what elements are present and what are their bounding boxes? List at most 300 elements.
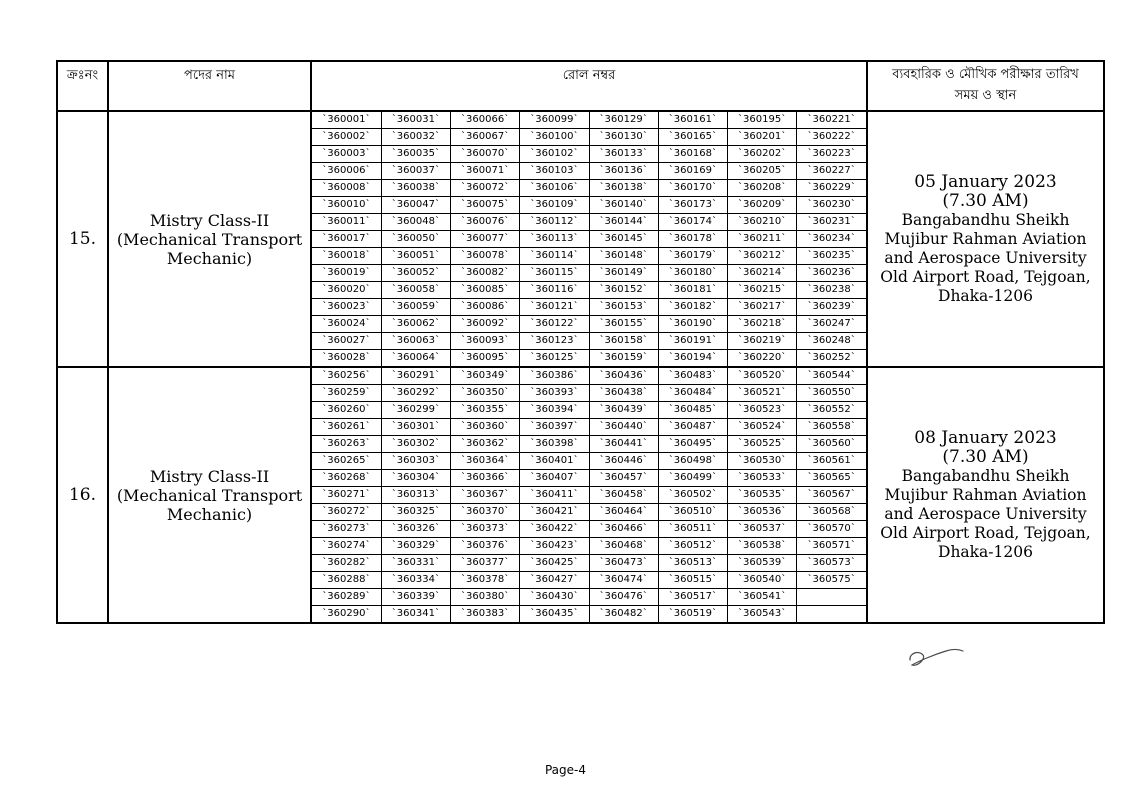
- roll-number: `360439`: [589, 402, 658, 419]
- roll-number: `360422`: [520, 521, 589, 538]
- roll-number: `360536`: [728, 504, 797, 521]
- venue-line: Mujibur Rahman Aviation: [884, 229, 1087, 248]
- roll-number: `360001`: [312, 112, 381, 129]
- serial-number: 15.: [57, 111, 108, 367]
- roll-number: `360571`: [797, 538, 866, 555]
- roll-number: `360301`: [381, 419, 450, 436]
- roll-number: `360035`: [381, 146, 450, 163]
- roll-number: `360560`: [797, 436, 866, 453]
- roll-number: `360031`: [381, 112, 450, 129]
- roll-number-row: [312, 436, 866, 453]
- roll-number: `360524`: [728, 419, 797, 436]
- roll-number: `360063`: [381, 333, 450, 350]
- roll-number: `360095`: [451, 350, 520, 367]
- roll-number: `360038`: [381, 180, 450, 197]
- roll-number-row: [312, 521, 866, 538]
- roll-number-row: [312, 402, 866, 419]
- roll-number: `360100`: [520, 129, 589, 146]
- roll-number: `360114`: [520, 248, 589, 265]
- roll-number: `360261`: [312, 419, 381, 436]
- roll-number: `360159`: [589, 350, 658, 367]
- roll-number: `360299`: [381, 402, 450, 419]
- roll-number: `360125`: [520, 350, 589, 367]
- exam-date-header-line2: সময় ও স্থান: [954, 88, 1017, 103]
- roll-number-header: রোল নম্বর: [311, 61, 867, 111]
- roll-number: `360510`: [658, 504, 727, 521]
- roll-number: `360102`: [520, 146, 589, 163]
- roll-number: `360180`: [658, 265, 727, 282]
- roll-number: `360002`: [312, 129, 381, 146]
- venue-line: Dhaka-1206: [938, 286, 1033, 305]
- roll-number: `360370`: [451, 504, 520, 521]
- roll-number: `360567`: [797, 487, 866, 504]
- roll-number: `360169`: [658, 163, 727, 180]
- roll-number: `360178`: [658, 231, 727, 248]
- roll-number: `360161`: [658, 112, 727, 129]
- roll-number: `360085`: [451, 282, 520, 299]
- roll-number: `360219`: [728, 333, 797, 350]
- roll-number: `360519`: [658, 606, 727, 623]
- roll-number-row: [312, 504, 866, 521]
- roll-number: `360565`: [797, 470, 866, 487]
- roll-number: `360064`: [381, 350, 450, 367]
- roll-number: `360331`: [381, 555, 450, 572]
- roll-number: `360525`: [728, 436, 797, 453]
- roll-number: `360067`: [451, 129, 520, 146]
- roll-number-row: [312, 248, 866, 265]
- roll-numbers-cell: [311, 367, 867, 623]
- roll-number: `360032`: [381, 129, 450, 146]
- roll-number: `360252`: [797, 350, 866, 367]
- roll-number: `360170`: [658, 180, 727, 197]
- roll-number: `360435`: [520, 606, 589, 623]
- roll-number: `360291`: [381, 368, 450, 385]
- roll-number-row: [312, 606, 866, 623]
- roll-number: `360195`: [728, 112, 797, 129]
- roll-number: `360130`: [589, 129, 658, 146]
- roll-number: `360302`: [381, 436, 450, 453]
- roll-number-row: [312, 112, 866, 129]
- roll-number: `360350`: [451, 385, 520, 402]
- roll-number: `360165`: [658, 129, 727, 146]
- serial-number: 16.: [57, 367, 108, 623]
- roll-number: `360440`: [589, 419, 658, 436]
- roll-number: `360008`: [312, 180, 381, 197]
- roll-number: `360121`: [520, 299, 589, 316]
- roll-number: `360103`: [520, 163, 589, 180]
- roll-number: `360179`: [658, 248, 727, 265]
- roll-number: `360498`: [658, 453, 727, 470]
- roll-number: `360464`: [589, 504, 658, 521]
- roll-number: `360149`: [589, 265, 658, 282]
- roll-number-row: [312, 572, 866, 589]
- roll-number-row: [312, 555, 866, 572]
- roll-number: `360220`: [728, 350, 797, 367]
- roll-number: `360561`: [797, 453, 866, 470]
- post-name-line: Mechanic): [166, 504, 253, 524]
- roll-number: `360282`: [312, 555, 381, 572]
- roll-number: `360221`: [797, 112, 866, 129]
- roll-number: `360521`: [728, 385, 797, 402]
- roll-number: `360366`: [451, 470, 520, 487]
- roll-number: `360168`: [658, 146, 727, 163]
- roll-number: `360144`: [589, 214, 658, 231]
- roll-number: `360273`: [312, 521, 381, 538]
- roll-number: `360326`: [381, 521, 450, 538]
- roll-number: `360148`: [589, 248, 658, 265]
- roll-number: `360122`: [520, 316, 589, 333]
- roll-number: `360538`: [728, 538, 797, 555]
- roll-number: `360360`: [451, 419, 520, 436]
- roll-number: `360214`: [728, 265, 797, 282]
- roll-number: `360290`: [312, 606, 381, 623]
- roll-number: `360062`: [381, 316, 450, 333]
- signature: [903, 642, 967, 674]
- roll-number-row: [312, 368, 866, 385]
- roll-number: `360341`: [381, 606, 450, 623]
- roll-number: `360115`: [520, 265, 589, 282]
- serial-header: ক্রঃনং: [57, 61, 108, 111]
- roll-number: `360256`: [312, 368, 381, 385]
- roll-number: `360386`: [520, 368, 589, 385]
- roll-number: `360181`: [658, 282, 727, 299]
- venue-line: Mujibur Rahman Aviation: [884, 485, 1087, 504]
- roll-number: `360208`: [728, 180, 797, 197]
- venue-line: Bangabandhu Sheikh: [901, 210, 1070, 229]
- roll-number: `360458`: [589, 487, 658, 504]
- roll-number: `360329`: [381, 538, 450, 555]
- roll-number: `360268`: [312, 470, 381, 487]
- roll-number: `360072`: [451, 180, 520, 197]
- roll-number: `360092`: [451, 316, 520, 333]
- roll-number: `360272`: [312, 504, 381, 521]
- table-header-row: [57, 61, 1104, 111]
- exam-date-venue: [867, 111, 1104, 367]
- roll-number: `360303`: [381, 453, 450, 470]
- roll-number-row: [312, 453, 866, 470]
- roll-number: `360485`: [658, 402, 727, 419]
- roll-number: [797, 589, 866, 606]
- roll-number: `360145`: [589, 231, 658, 248]
- roll-number: `360191`: [658, 333, 727, 350]
- roll-number: `360438`: [589, 385, 658, 402]
- roll-number: `360292`: [381, 385, 450, 402]
- roll-number: `360378`: [451, 572, 520, 589]
- venue-line: Old Airport Road, Tejgoan,: [880, 267, 1091, 286]
- roll-number: `360248`: [797, 333, 866, 350]
- roll-number: `360515`: [658, 572, 727, 589]
- roll-number: `360028`: [312, 350, 381, 367]
- exam-date: 08 January 2023: [914, 427, 1057, 448]
- roll-number: `360535`: [728, 487, 797, 504]
- post-name: [108, 111, 311, 367]
- roll-number: `360218`: [728, 316, 797, 333]
- roll-number: `360158`: [589, 333, 658, 350]
- roll-number: `360024`: [312, 316, 381, 333]
- roll-number: `360236`: [797, 265, 866, 282]
- roll-number: `360136`: [589, 163, 658, 180]
- roll-number: `360533`: [728, 470, 797, 487]
- roll-number-row: [312, 316, 866, 333]
- roll-number: `360155`: [589, 316, 658, 333]
- roll-number: `360223`: [797, 146, 866, 163]
- roll-number: `360427`: [520, 572, 589, 589]
- post-name: [108, 367, 311, 623]
- roll-number: `360023`: [312, 299, 381, 316]
- roll-number: `360575`: [797, 572, 866, 589]
- roll-number: `360017`: [312, 231, 381, 248]
- roll-number: `360050`: [381, 231, 450, 248]
- roll-number: `360457`: [589, 470, 658, 487]
- roll-number: `360288`: [312, 572, 381, 589]
- roll-number: `360476`: [589, 589, 658, 606]
- roll-number-row: [312, 282, 866, 299]
- roll-number: `360076`: [451, 214, 520, 231]
- roll-number: `360173`: [658, 197, 727, 214]
- roll-number: `360011`: [312, 214, 381, 231]
- roll-number: `360423`: [520, 538, 589, 555]
- roll-number: `360373`: [451, 521, 520, 538]
- roll-number: `360003`: [312, 146, 381, 163]
- roll-number: `360425`: [520, 555, 589, 572]
- roll-number-row: [312, 197, 866, 214]
- roll-number: `360051`: [381, 248, 450, 265]
- roll-number-row: [312, 180, 866, 197]
- roll-number: `360543`: [728, 606, 797, 623]
- roll-number-row: [312, 385, 866, 402]
- roll-number-row: [312, 214, 866, 231]
- roll-number: `360047`: [381, 197, 450, 214]
- roll-number: `360541`: [728, 589, 797, 606]
- post-name-line: (Mechanical Transport: [116, 485, 303, 505]
- roll-number: `360539`: [728, 555, 797, 572]
- roll-number: `360436`: [589, 368, 658, 385]
- roll-number-grid: [312, 368, 866, 622]
- roll-number: `360230`: [797, 197, 866, 214]
- roll-number: `360520`: [728, 368, 797, 385]
- roll-number: `360537`: [728, 521, 797, 538]
- roll-number: `360075`: [451, 197, 520, 214]
- exam-date-header-line1: ব্যবহারিক ও মৌখিক পরীক্ষার তারিখ: [892, 67, 1079, 82]
- roll-number: `360212`: [728, 248, 797, 265]
- roll-number: `360020`: [312, 282, 381, 299]
- roll-number: `360487`: [658, 419, 727, 436]
- venue-line: Bangabandhu Sheikh: [901, 466, 1070, 485]
- roll-number: `360502`: [658, 487, 727, 504]
- roll-number-grid: [312, 112, 866, 366]
- roll-number-row: [312, 299, 866, 316]
- roll-number: `360411`: [520, 487, 589, 504]
- roll-number: `360048`: [381, 214, 450, 231]
- roll-number: `360570`: [797, 521, 866, 538]
- roll-numbers-cell: [311, 111, 867, 367]
- roll-number-row: [312, 163, 866, 180]
- roll-number: `360304`: [381, 470, 450, 487]
- exam-date-header: [867, 61, 1104, 111]
- roll-number: `360530`: [728, 453, 797, 470]
- roll-number: `360006`: [312, 163, 381, 180]
- roll-number-row: [312, 129, 866, 146]
- roll-number: `360231`: [797, 214, 866, 231]
- roll-number: `360398`: [520, 436, 589, 453]
- roll-number: `360393`: [520, 385, 589, 402]
- roll-number: `360070`: [451, 146, 520, 163]
- roll-number: `360010`: [312, 197, 381, 214]
- post-name-line: Mistry Class-II: [149, 466, 270, 486]
- roll-number-row: [312, 333, 866, 350]
- roll-number: `360229`: [797, 180, 866, 197]
- roll-number: `360484`: [658, 385, 727, 402]
- roll-number: `360313`: [381, 487, 450, 504]
- roll-number: `360446`: [589, 453, 658, 470]
- roll-number: `360215`: [728, 282, 797, 299]
- roll-number-row: [312, 419, 866, 436]
- exam-date: 05 January 2023: [914, 171, 1057, 192]
- roll-number: `360082`: [451, 265, 520, 282]
- post-name-header: পদের নাম: [108, 61, 311, 111]
- roll-number: `360552`: [797, 402, 866, 419]
- roll-number: `360482`: [589, 606, 658, 623]
- roll-number: `360202`: [728, 146, 797, 163]
- roll-number: `360401`: [520, 453, 589, 470]
- roll-number: `360123`: [520, 333, 589, 350]
- roll-number: `360466`: [589, 521, 658, 538]
- roll-number: `360182`: [658, 299, 727, 316]
- roll-number: `360376`: [451, 538, 520, 555]
- roll-number: `360407`: [520, 470, 589, 487]
- roll-number: `360112`: [520, 214, 589, 231]
- roll-number: `360512`: [658, 538, 727, 555]
- table-row: [57, 367, 1104, 623]
- roll-number: `360153`: [589, 299, 658, 316]
- roll-number: `360468`: [589, 538, 658, 555]
- venue-line: and Aerospace University: [884, 504, 1087, 523]
- roll-number: `360573`: [797, 555, 866, 572]
- venue-line: Old Airport Road, Tejgoan,: [880, 523, 1091, 542]
- roll-number: `360362`: [451, 436, 520, 453]
- roll-number: `360209`: [728, 197, 797, 214]
- roll-number: `360194`: [658, 350, 727, 367]
- roll-number: `360397`: [520, 419, 589, 436]
- roll-number: `360271`: [312, 487, 381, 504]
- roll-number: `360052`: [381, 265, 450, 282]
- roll-number: `360568`: [797, 504, 866, 521]
- roll-number: `360247`: [797, 316, 866, 333]
- roll-number: `360133`: [589, 146, 658, 163]
- exam-schedule-table: [56, 60, 1105, 624]
- roll-number: `360152`: [589, 282, 658, 299]
- roll-number: `360037`: [381, 163, 450, 180]
- roll-number: `360238`: [797, 282, 866, 299]
- roll-number: `360289`: [312, 589, 381, 606]
- roll-number: `360018`: [312, 248, 381, 265]
- roll-number-row: [312, 350, 866, 367]
- roll-number: `360383`: [451, 606, 520, 623]
- roll-number: `360059`: [381, 299, 450, 316]
- page-number: Page-4: [544, 763, 586, 777]
- roll-number: `360544`: [797, 368, 866, 385]
- roll-number: `360499`: [658, 470, 727, 487]
- roll-number: `360339`: [381, 589, 450, 606]
- roll-number: `360058`: [381, 282, 450, 299]
- roll-number: `360078`: [451, 248, 520, 265]
- exam-time: (7.30 AM): [942, 446, 1029, 467]
- roll-number: `360019`: [312, 265, 381, 282]
- post-name-line: (Mechanical Transport: [116, 229, 303, 249]
- roll-number: `360550`: [797, 385, 866, 402]
- roll-number: `360380`: [451, 589, 520, 606]
- roll-number: `360474`: [589, 572, 658, 589]
- post-name-line: Mistry Class-II: [149, 210, 270, 230]
- roll-number: `360086`: [451, 299, 520, 316]
- roll-number-row: [312, 231, 866, 248]
- roll-number: `360513`: [658, 555, 727, 572]
- roll-number: [797, 606, 866, 623]
- roll-number-row: [312, 589, 866, 606]
- roll-number: `360217`: [728, 299, 797, 316]
- roll-number: `360558`: [797, 419, 866, 436]
- roll-number: `360274`: [312, 538, 381, 555]
- roll-number: `360210`: [728, 214, 797, 231]
- roll-number: `360066`: [451, 112, 520, 129]
- roll-number: `360517`: [658, 589, 727, 606]
- roll-number: `360071`: [451, 163, 520, 180]
- roll-number: `360201`: [728, 129, 797, 146]
- roll-number: `360099`: [520, 112, 589, 129]
- roll-number: `360027`: [312, 333, 381, 350]
- roll-number-row: [312, 487, 866, 504]
- post-name-line: Mechanic): [166, 248, 253, 268]
- venue-line: Dhaka-1206: [938, 542, 1033, 561]
- roll-number: `360265`: [312, 453, 381, 470]
- roll-number: `360234`: [797, 231, 866, 248]
- roll-number: `360364`: [451, 453, 520, 470]
- roll-number: `360113`: [520, 231, 589, 248]
- roll-number: `360421`: [520, 504, 589, 521]
- roll-number: `360473`: [589, 555, 658, 572]
- roll-number: `360116`: [520, 282, 589, 299]
- exam-time: (7.30 AM): [942, 190, 1029, 211]
- roll-number: `360523`: [728, 402, 797, 419]
- roll-number: `360355`: [451, 402, 520, 419]
- roll-number: `360483`: [658, 368, 727, 385]
- roll-number-row: [312, 470, 866, 487]
- roll-number-row: [312, 265, 866, 282]
- roll-number: `360140`: [589, 197, 658, 214]
- roll-number: `360430`: [520, 589, 589, 606]
- roll-number: `360511`: [658, 521, 727, 538]
- table-row: [57, 111, 1104, 367]
- roll-number: `360138`: [589, 180, 658, 197]
- roll-number: `360441`: [589, 436, 658, 453]
- roll-number: `360222`: [797, 129, 866, 146]
- roll-number: `360190`: [658, 316, 727, 333]
- roll-number-row: [312, 146, 866, 163]
- roll-number: `360211`: [728, 231, 797, 248]
- roll-number: `360263`: [312, 436, 381, 453]
- roll-number: `360239`: [797, 299, 866, 316]
- venue-line: and Aerospace University: [884, 248, 1087, 267]
- roll-number: `360259`: [312, 385, 381, 402]
- roll-number: `360235`: [797, 248, 866, 265]
- roll-number: `360349`: [451, 368, 520, 385]
- roll-number: `360205`: [728, 163, 797, 180]
- roll-number: `360540`: [728, 572, 797, 589]
- roll-number: `360367`: [451, 487, 520, 504]
- roll-number: `360109`: [520, 197, 589, 214]
- roll-number: `360377`: [451, 555, 520, 572]
- roll-number-row: [312, 538, 866, 555]
